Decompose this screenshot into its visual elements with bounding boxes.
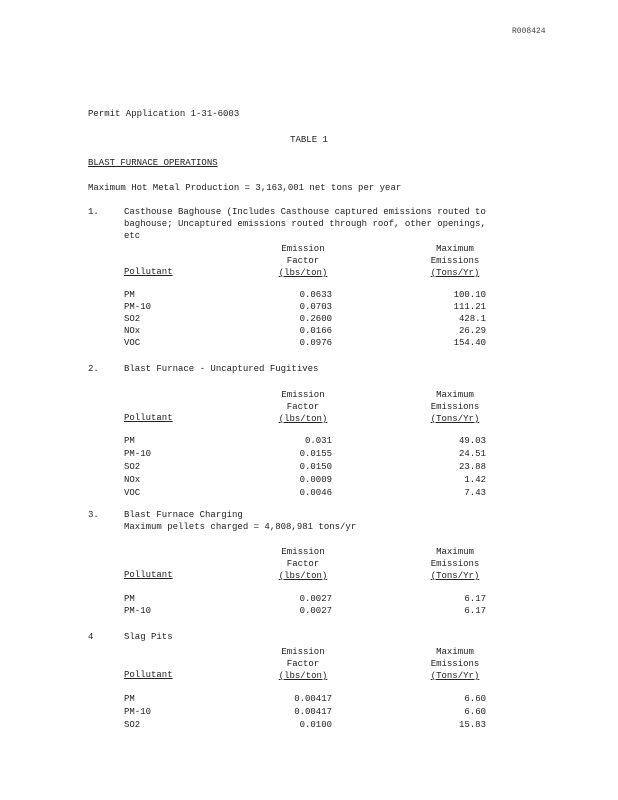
header-pollutant: Pollutant: [124, 267, 173, 277]
factor-cell: 0.0009: [299, 475, 332, 485]
pollutant-cell: PM-10: [124, 449, 152, 459]
pollutant-cell: VOC: [124, 338, 141, 348]
section-title-line: etc: [124, 231, 141, 241]
factor-cell: 0.0027: [299, 606, 332, 616]
section-number: 3.: [88, 510, 99, 520]
factor-cell: 0.031: [304, 436, 332, 446]
pollutant-cell: SO2: [124, 720, 141, 730]
emissions-cell: 15.83: [458, 720, 486, 730]
section-title-line: Blast Furnace Charging: [124, 510, 243, 520]
pollutant-cell: NOx: [124, 326, 141, 336]
header-pollutant: Pollutant: [124, 413, 173, 423]
pollutant-cell: NOx: [124, 475, 141, 485]
pollutant-cell: PM-10: [124, 606, 152, 616]
section-number: 1.: [88, 207, 99, 217]
pollutant-cell: PM: [124, 694, 135, 704]
emissions-cell: 49.03: [458, 436, 486, 446]
emissions-cell: 111.21: [453, 302, 486, 312]
header-maximum-emissions: Maximum Emissions (Tons/Yr): [430, 390, 480, 424]
section-title-line: Casthouse Baghouse (Includes Casthouse captured emissions routed to: [124, 207, 486, 217]
section-number: 2.: [88, 364, 99, 374]
section-title-line: Maximum pellets charged = 4,808,981 tons/yr: [124, 522, 357, 532]
section-number: 4: [88, 632, 94, 642]
header-pollutant: Pollutant: [124, 570, 173, 580]
table-title: TABLE 1: [290, 135, 328, 145]
emissions-cell: 26.29: [458, 326, 486, 336]
factor-cell: 0.0046: [299, 488, 332, 498]
header-emission-factor: Emission Factor (lbs/ton): [278, 547, 328, 581]
header-maximum-emissions: Maximum Emissions (Tons/Yr): [430, 547, 480, 581]
header-emission-factor: Emission Factor (lbs/ton): [278, 647, 328, 681]
document-id: R008424: [512, 27, 546, 36]
header-emission-factor: Emission Factor (lbs/ton): [278, 244, 328, 278]
emissions-cell: 154.40: [453, 338, 486, 348]
pollutant-cell: PM: [124, 290, 135, 300]
factor-cell: 0.0100: [299, 720, 332, 730]
emissions-cell: 23.88: [458, 462, 486, 472]
header-maximum-emissions: Maximum Emissions (Tons/Yr): [430, 244, 480, 278]
factor-cell: 0.0150: [299, 462, 332, 472]
factor-cell: 0.0976: [299, 338, 332, 348]
pollutant-cell: SO2: [124, 314, 141, 324]
factor-cell: 0.00417: [294, 694, 332, 704]
pollutant-cell: PM-10: [124, 302, 152, 312]
permit-application-line: Permit Application 1-31-6003: [88, 109, 240, 119]
header-emission-factor: Emission Factor (lbs/ton): [278, 390, 328, 424]
section-title-line: Slag Pits: [124, 632, 173, 642]
section-title-line: Blast Furnace - Uncaptured Fugitives: [124, 364, 319, 374]
emissions-cell: 6.17: [464, 594, 486, 604]
pollutant-cell: SO2: [124, 462, 141, 472]
emissions-cell: 100.10: [453, 290, 486, 300]
factor-cell: 0.00417: [294, 707, 332, 717]
factor-cell: 0.0155: [299, 449, 332, 459]
factor-cell: 0.0703: [299, 302, 332, 312]
emissions-cell: 6.60: [464, 694, 486, 704]
production-line: Maximum Hot Metal Production = 3,163,001 net tons per year: [88, 183, 402, 193]
pollutant-cell: PM: [124, 436, 135, 446]
pollutant-cell: PM: [124, 594, 135, 604]
emissions-cell: 6.17: [464, 606, 486, 616]
pollutant-cell: VOC: [124, 488, 141, 498]
emissions-cell: 1.42: [464, 475, 486, 485]
pollutant-cell: PM-10: [124, 707, 152, 717]
factor-cell: 0.0633: [299, 290, 332, 300]
emissions-cell: 24.51: [458, 449, 486, 459]
factor-cell: 0.2600: [299, 314, 332, 324]
header-pollutant: Pollutant: [124, 670, 173, 680]
section-title-line: baghouse; Uncaptured emissions routed through roof, other openings,: [124, 219, 486, 229]
emissions-cell: 6.60: [464, 707, 486, 717]
factor-cell: 0.0027: [299, 594, 332, 604]
emissions-cell: 428.1: [458, 314, 486, 324]
section-title: BLAST FURNACE OPERATIONS: [88, 158, 218, 168]
factor-cell: 0.0166: [299, 326, 332, 336]
header-maximum-emissions: Maximum Emissions (Tons/Yr): [430, 647, 480, 681]
emissions-cell: 7.43: [464, 488, 486, 498]
